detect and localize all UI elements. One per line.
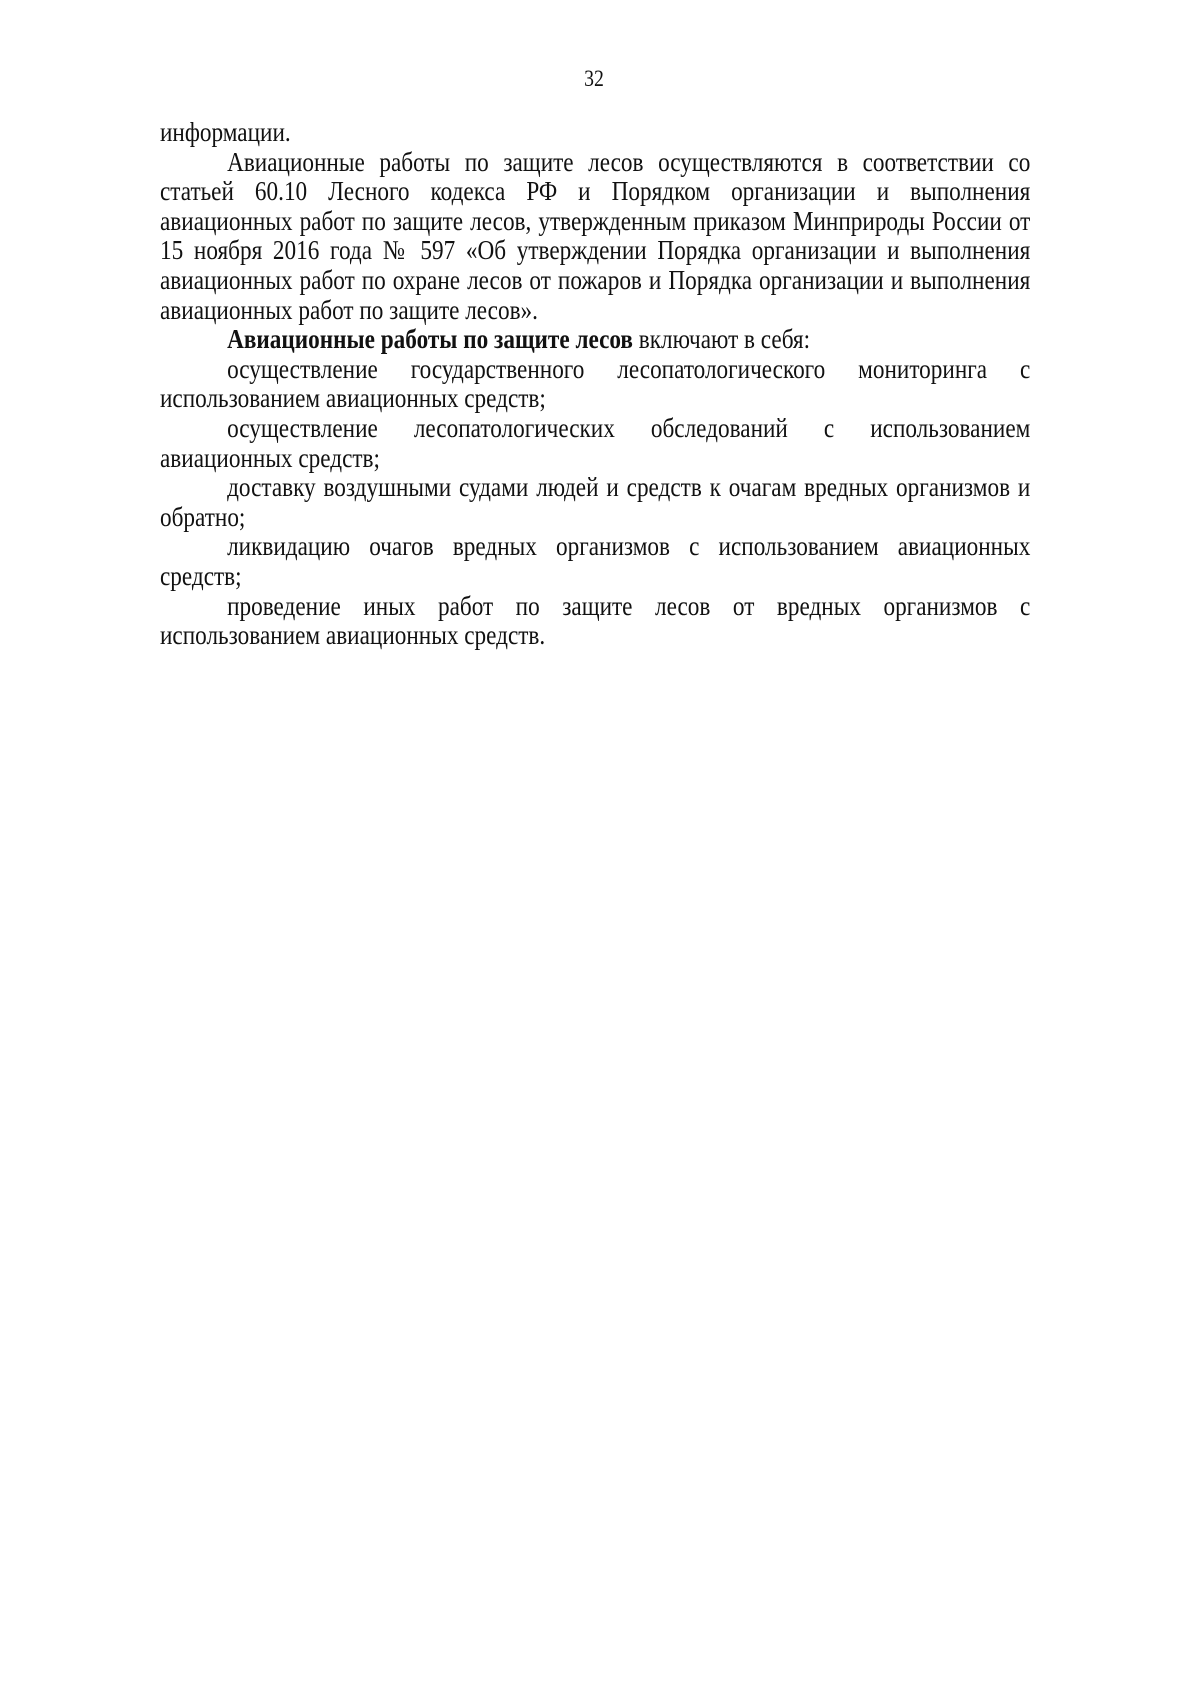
list-item: проведение иных работ по защите лесов от вредных организмов с использованием авиационных средств.	[160, 590, 1031, 651]
paragraph-legal-basis: Авиационные работы по защите лесов осуществляются в соответствии со статьей 60.10 Лесного кодекса РФ и Порядком организации и выполнения авиационных работ по защите лесов, утвержденным приказом Минприроды России от 15 ноября 2016 года № 597 «Об утверждении Порядка организации и выполнения авиационных работ по охране лесов от пожаров и Порядка организации и выполнения авиационных работ по защите лесов».	[160, 146, 1031, 325]
list-item: осуществление лесопатологических обследований с использованием авиационных средств;	[160, 412, 1031, 473]
bold-term: Авиационные работы по защите лесов	[227, 324, 633, 355]
list-item: доставку воздушными судами людей и средств к очагам вредных организмов и обратно;	[160, 472, 1031, 532]
paragraph-list-intro	[160, 325, 1030, 355]
list-item: осуществление государственного лесопатологического мониторинга с использованием авиационных средств;	[160, 353, 1031, 414]
document-body	[160, 118, 1030, 651]
list-intro-text: включают в себя:	[632, 324, 811, 355]
paragraph-continuation: информации.	[160, 117, 291, 147]
page-number: 32	[584, 66, 604, 91]
list-item: ликвидацию очагов вредных организмов с использованием авиационных средств;	[160, 531, 1031, 591]
